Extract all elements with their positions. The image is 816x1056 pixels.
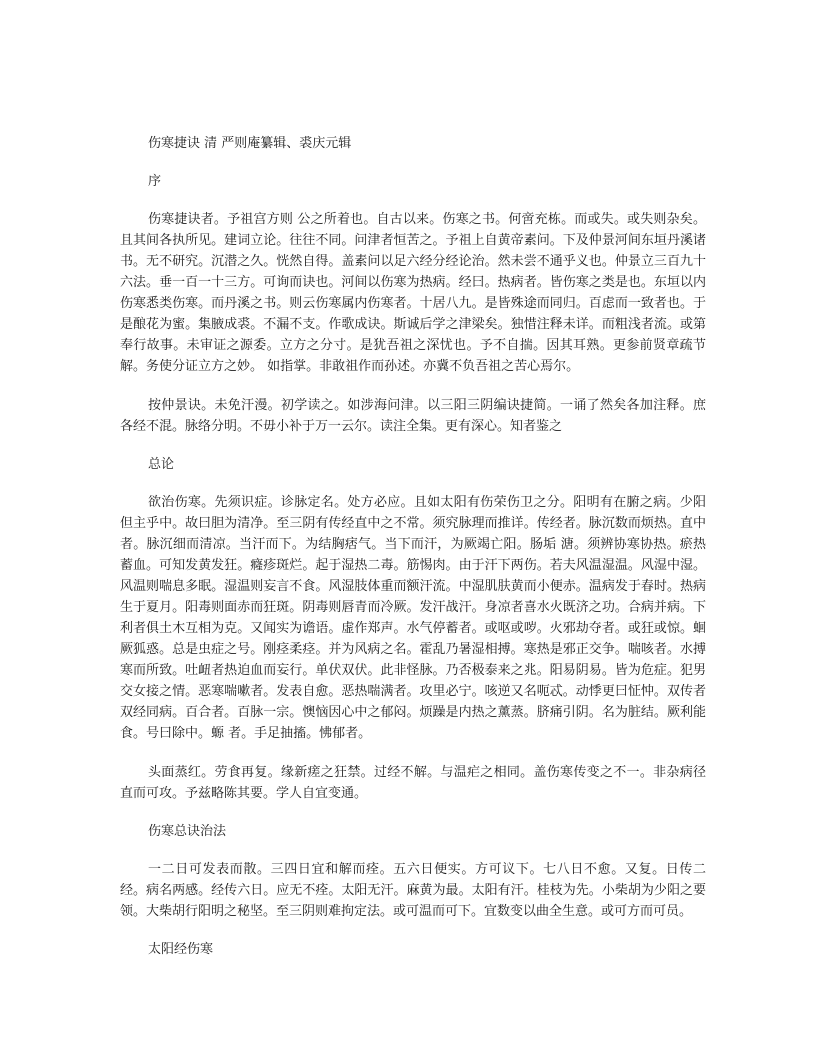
spacer — [120, 437, 706, 454]
spacer — [120, 922, 706, 939]
spacer — [120, 154, 706, 171]
spacer — [120, 192, 706, 209]
preface-paragraph-2: 按仲景诀。未免汗漫。初学读之。如涉海问津。以三阳三阴编诀捷简。一诵了然矣各加注释。庶各经不混。脉络分明。不毋小补于万一云尔。读注全集。更有深心。知者鉴之 — [120, 398, 706, 434]
spacer — [120, 804, 706, 821]
document-title: 伤寒捷诀 清 严则庵纂辑、裘庆元辑 — [148, 136, 352, 151]
taiyang-section-heading: 太阳经伤寒 — [148, 942, 214, 957]
treatment-method-heading: 伤寒总诀治法 — [148, 824, 227, 839]
general-discussion-paragraph-1: 欲治伤寒。先须识症。诊脉定名。处方必应。且如太阳有伤荣伤卫之分。阳明有在腑之病。少阳但主乎中。故曰胆为清净。至三阴有传经直中之不常。须究脉理而推详。传经者。脉沉数而烦热。直中者。脉沉细而清凉。当汗而下。为结胸痞气。当下而汗，为厥竭亡阳。肠垢 溏。须辨协寒协热。瘀热蓄血。可知发黄发狂。癃疹斑烂。起于湿热二毒。筋惕肉。由于汗下两伤。若夫风温湿温。风湿中湿。风温则喘息多眠。湿温则妄言不食。风湿肢体重而额汗流。中湿肌肤黄而小便赤。温病发于春时。热病生于夏月。阳毒则面赤而狂斑。阴毒则唇青而冷厥。发汗战汗。身凉者喜水火既济之功。合病并病。下利者俱土木互相为克。又闻实为谵语。虚作郑声。水气停蓄者。或呕或哕。火邪劫夺者。或狂或惊。蛔厥狐惑。总是虫症之号。刚痉柔痉。并为风病之名。霍乱乃暑湿相搏。寒热是邪正交争。喘咳者。水搏寒而所致。吐衄者热迫血而妄行。单伏双伏。此非怪脉。乃否极泰来之兆。阳易阴易。皆为危症。犯男交女接之情。恶寒喘嗽者。发表自愈。恶热喘满者。攻里必宁。咳逆又名呃忒。动悸更曰怔忡。双传者双经同病。百合者。百脉一宗。懊恼因心中之郁闷。烦躁是内热之薰蒸。脐痛引阴。名为脏结。厥利能食。号曰除中。螈 者。手足抽搐。怫郁者。 — [120, 495, 706, 741]
spacer — [120, 475, 706, 492]
general-discussion-paragraph-2: 头面蒸红。劳食再复。缘新瘥之狂禁。过经不解。与温疟之相同。盖伤寒传变之不一。非杂病径直而可攻。予兹略陈其要。学人自宜变通。 — [120, 765, 706, 801]
preface-paragraph-1: 伤寒捷诀者。予祖宫方则 公之所着也。自古以来。伤寒之书。何啻充栋。而或失。或失则杂矣。且其间各执所见。建词立论。往往不同。问津者恒苦之。予祖上自黄帝素问。下及仲景河间东垣丹溪诸书。无不研究。沉潜之久。恍然自得。盖素问以足六经分经论治。然未尝不通乎义也。仲景立三百九十六法。垂一百一十三方。可询而诀也。河间以伤寒为热病。经曰。热病者。皆伤寒之类是也。东垣以内伤寒悉类伤寒。而丹溪之书。则云伤寒属内伤寒者。十居八九。是皆殊途而同归。百虑而一致者也。于是酿花为蜜。集腋成裘。不漏不支。作歌成诀。斯诚后学之津梁矣。独惜注释未详。而粗浅者流。或第奉行故事。未审证之源委。立方之分寸。是犹吾祖之深忧也。予不自揣。因其耳熟。更参前贤章疏节解。务使分证立方之妙。 如指掌。非敢祖作而孙述。亦冀不负吾祖之苦心焉尔。 — [120, 212, 706, 374]
general-discussion-heading: 总论 — [148, 457, 175, 472]
spacer — [120, 377, 706, 395]
spacer — [120, 744, 706, 762]
preface-heading: 序 — [148, 174, 162, 189]
treatment-method-paragraph: 一二日可发表而散。三四日宜和解而痊。五六日便实。方可议下。七八日不愈。又复。日传二经。病名两感。经传六日。应无不痊。太阳无汗。麻黄为最。太阳有汗。桂枝为先。小柴胡为少阳之要领。大柴胡行阳明之秘坚。至三阴则难拘定法。或可温而可下。宜数变以曲全生意。或可方而可员。 — [120, 862, 706, 919]
spacer — [120, 842, 706, 859]
